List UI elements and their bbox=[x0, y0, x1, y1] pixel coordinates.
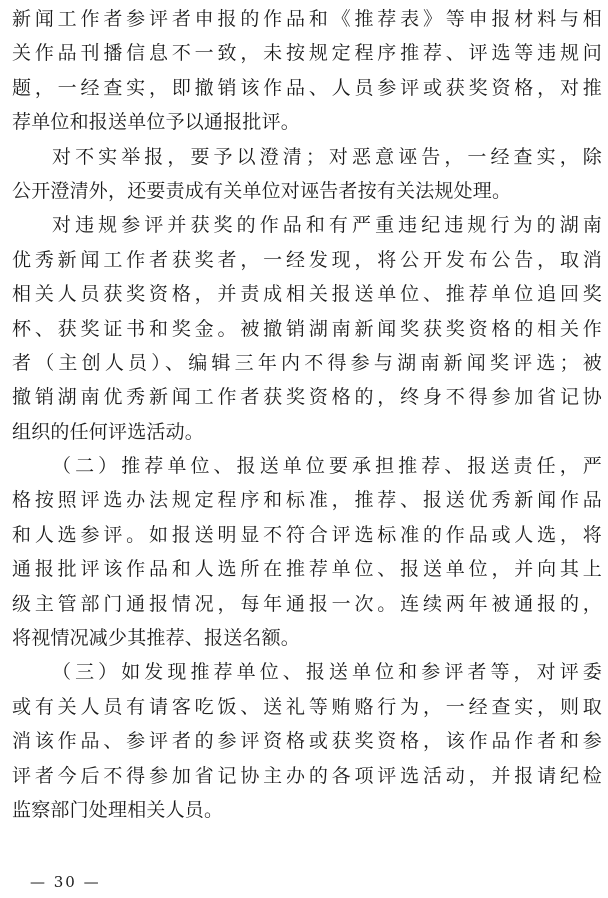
text-line: 相关人员获奖资格，并责成相关报送单位、推荐单位追回奖 bbox=[12, 283, 602, 306]
text-line: 杯、获奖证书和奖金。被撤销湖南新闻奖获奖资格的相关作 bbox=[12, 317, 602, 340]
text-line: 组织的任何评选活动。 bbox=[12, 420, 205, 443]
paragraph bbox=[12, 208, 602, 449]
text-line: 撤销湖南优秀新闻工作者获奖资格的，终身不得参加省记协 bbox=[12, 386, 602, 409]
paragraph bbox=[12, 140, 602, 209]
text-line: （二）推荐单位、报送单位要承担推荐、报送责任，严 bbox=[52, 455, 602, 478]
text-line: 将视情况减少其推荐、报送名额。 bbox=[12, 627, 301, 650]
text-line: 通报批评该作品和人选所在推荐单位、报送单位，并向其上 bbox=[12, 558, 602, 581]
paragraph bbox=[12, 655, 602, 827]
text-line: 格按照评选办法规定程序和标准，推荐、报送优秀新闻作品 bbox=[12, 489, 602, 512]
text-line: 优秀新闻工作者获奖者，一经发现，将公开发布公告，取消 bbox=[12, 248, 602, 271]
text-line: 关作品刊播信息不一致，未按规定程序推荐、评选等违规问 bbox=[12, 42, 602, 65]
text-line: 监察部门处理相关人员。 bbox=[12, 798, 224, 821]
text-line: 对不实举报，要予以澄清；对恶意诬告，一经查实，除 bbox=[52, 145, 602, 168]
text-line: 新闻工作者参评者申报的作品和《推荐表》等申报材料与相 bbox=[12, 8, 602, 30]
paragraph bbox=[12, 2, 602, 140]
text-line: 题，一经查实，即撤销该作品、人员参评或获奖资格，对推 bbox=[12, 76, 602, 99]
text-line: 荐单位和报送单位予以通报批评。 bbox=[12, 111, 301, 134]
text-line: 公开澄清外，还要责成有关单位对诬告者按有关法规处理。 bbox=[12, 179, 512, 202]
text-line: （三）如发现推荐单位、报送单位和参评者等，对评委 bbox=[52, 661, 602, 684]
text-line: 评者今后不得参加省记协主办的各项评选活动，并报请纪检 bbox=[12, 764, 602, 787]
text-line: 消该作品、参评者的参评资格或获奖资格，该作品作者和参 bbox=[12, 730, 602, 753]
text-line: 对违规参评并获奖的作品和有严重违纪违规行为的湖南 bbox=[52, 214, 602, 237]
text-line: 或有关人员有请客吃饭、送礼等贿赂行为，一经查实，则取 bbox=[12, 695, 602, 718]
page-number: — 30 — bbox=[30, 873, 101, 891]
text-line: 和人选参评。如报送明显不符合评选标准的作品或人选，将 bbox=[12, 523, 602, 546]
paragraph bbox=[12, 449, 602, 655]
text-line: 者（主创人员）、编辑三年内不得参与湖南新闻奖评选；被 bbox=[12, 351, 602, 374]
document-body bbox=[12, 2, 602, 827]
text-line: 级主管部门通报情况，每年通报一次。连续两年被通报的， bbox=[12, 592, 602, 615]
